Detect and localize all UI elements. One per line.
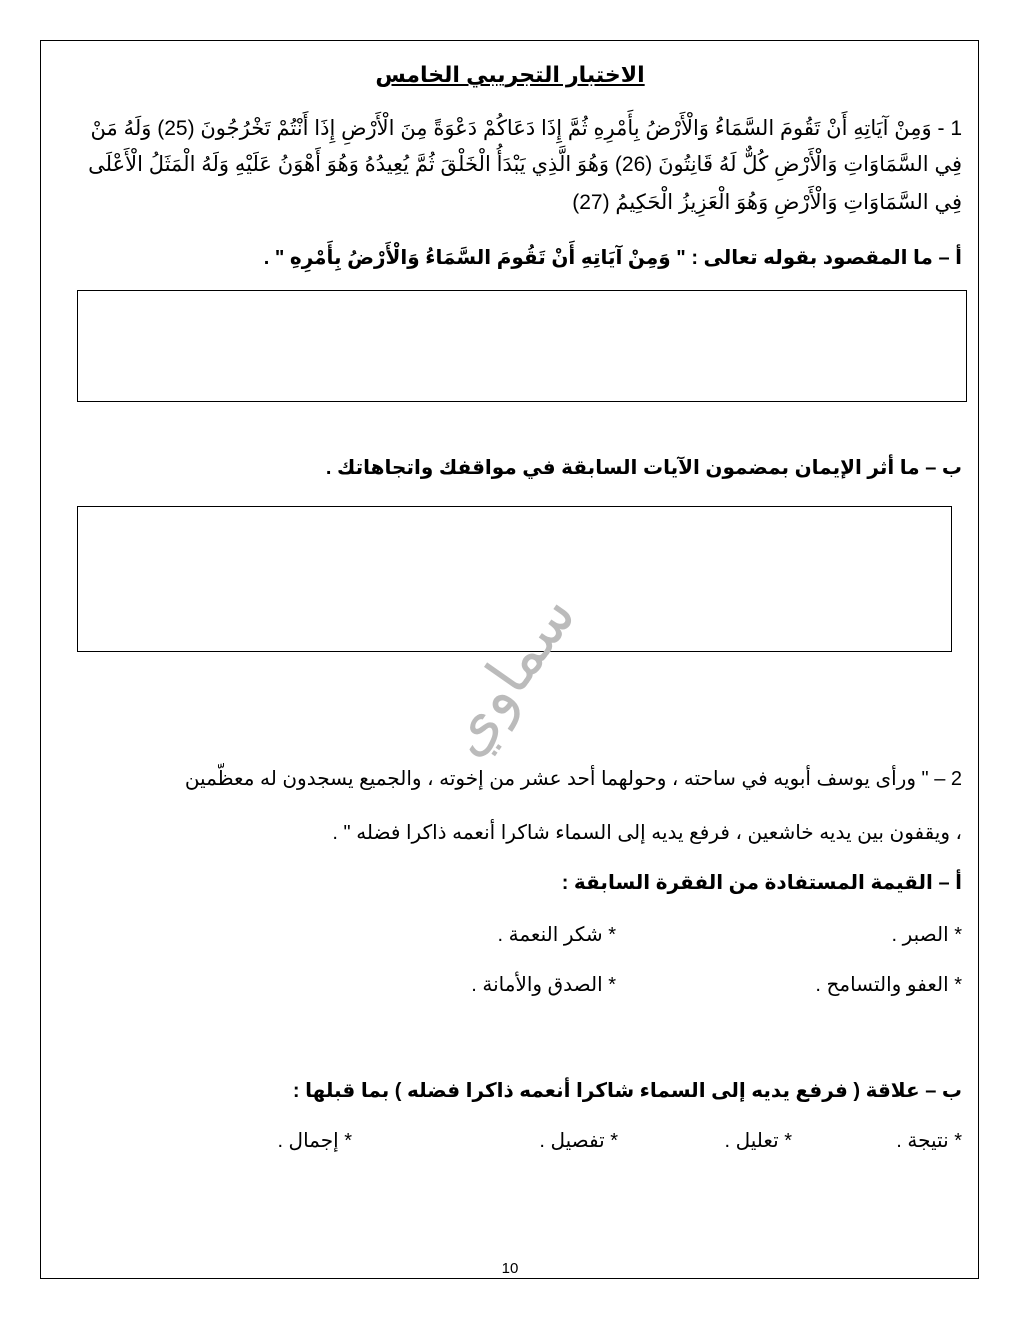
option[interactable]: * تعليل .: [724, 1130, 792, 1152]
question-1a: أ – ما المقصود بقوله تعالى : " وَمِنْ آيَاتِهِ أَنْ تَقُومَ السَّمَاءُ وَالْأَرْضُ بِأَمْرِهِ " .: [263, 247, 962, 269]
option[interactable]: * العفو والتسامح .: [815, 974, 962, 996]
option[interactable]: * الصدق والأمانة .: [471, 974, 616, 996]
option[interactable]: * شكر النعمة .: [497, 924, 616, 946]
passage-line: 2 – " ورأى يوسف أبويه في ساحته ، وحولهما أحد عشر من إخوته ، والجميع يسجدون له معظّمين: [184, 768, 962, 790]
answer-box-1a[interactable]: [77, 290, 967, 402]
verse-line: 1 - وَمِنْ آيَاتِهِ أَنْ تَقُومَ السَّمَاءُ وَالْأَرْضُ بِأَمْرِهِ ثُمَّ إِذَا دَعَاكُمْ دَعْوَةً مِنَ الْأَرْضِ إِذَا أَنْتُمْ تَخْرُجُونَ (25) وَلَهُ مَنْ: [90, 117, 962, 140]
question-1b: ب – ما أثر الإيمان بمضمون الآيات السابقة في مواقفك واتجاهاتك .: [325, 457, 962, 479]
verse-line: فِي السَّمَاوَاتِ وَالْأَرْضِ وَهُوَ الْعَزِيزُ الْحَكِيمُ (27): [572, 191, 962, 214]
verse-line: فِي السَّمَاوَاتِ وَالْأَرْضِ كُلٌّ لَهُ قَانِتُونَ (26) وَهُوَ الَّذِي يَبْدَأُ الْخَلْقَ ثُمَّ يُعِيدُهُ وَهُوَ أَهْوَنُ عَلَيْهِ وَلَهُ الْمَثَلُ الْأَعْلَى: [88, 153, 962, 176]
option[interactable]: * الصبر .: [891, 924, 962, 946]
question-2b: ب – علاقة ( فرفع يديه إلى السماء شاكرا أنعمه ذاكرا فضله ) بما قبلها :: [292, 1080, 962, 1102]
watermark: سماوي: [430, 582, 589, 768]
question-2a: أ – القيمة المستفادة من الفقرة السابقة :: [561, 872, 962, 894]
page-title: الاختبار التجريبي الخامس: [375, 62, 645, 87]
option[interactable]: * إجمال .: [277, 1130, 352, 1152]
passage-line: ، ويقفون بين يديه خاشعين ، فرفع يديه إلى السماء شاكرا أنعمه ذاكرا فضله " .: [332, 822, 962, 844]
option[interactable]: * نتيجة .: [896, 1130, 962, 1152]
page-number: 10: [501, 1260, 519, 1277]
option[interactable]: * تفصيل .: [539, 1130, 618, 1152]
